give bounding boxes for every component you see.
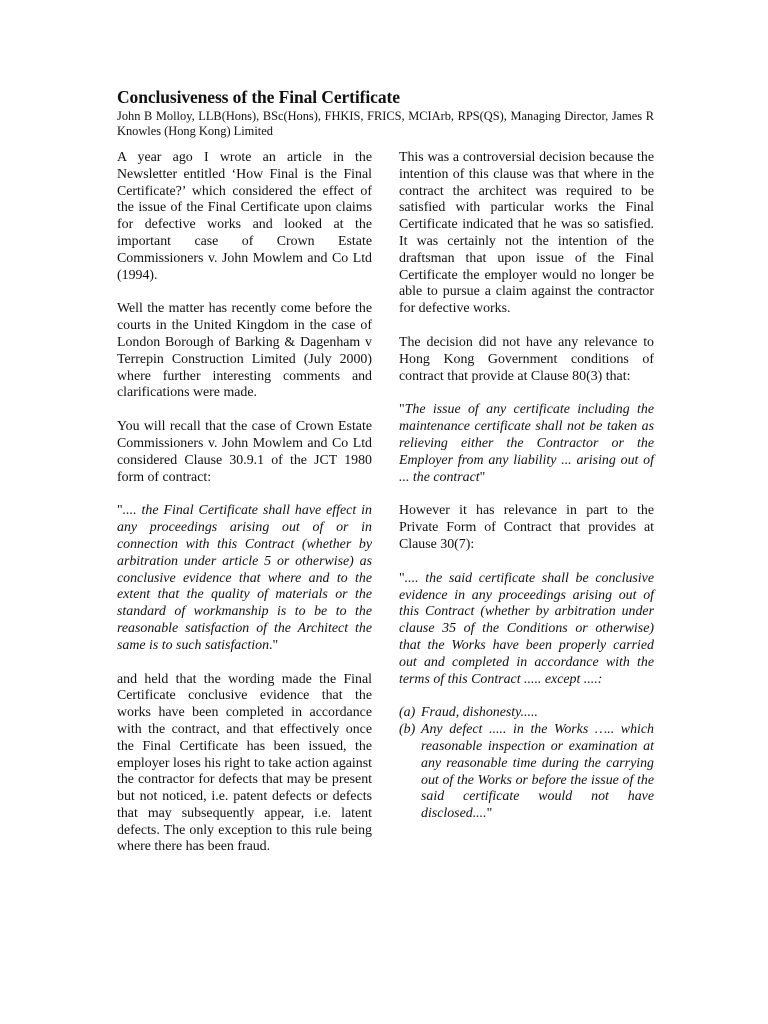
quote-mark: " [399, 570, 405, 586]
paragraph: A year ago I wrote an article in the Newsletter entitled ‘How Final is the Final Certificate?’ which considered the effect of the issue of the Final Certificate upon claims for defective works and looked at the important case of Crown Estate Commissioners v. John Mowlem and Co Ltd (1994). [117, 150, 372, 283]
list-item [399, 722, 654, 823]
jct-clause-quote [117, 503, 372, 654]
item-label: (a) [399, 705, 416, 721]
item-label: (b) [399, 722, 416, 738]
author-byline: John B Molloy, LLB(Hons), BSc(Hons), FHKIS, FRICS, MCIArb, RPS(QS), Managing Director, James R Knowles (Hong Kong) Limited [117, 109, 654, 138]
private-form-quote [399, 571, 654, 689]
item-text: Any defect ..... in the Works ….. which reasonable inspection or examination at any reasonable time during the carrying out of the Works or before the issue of the said certificate would not have disclosed.... [421, 722, 654, 822]
quote-text: .... the said certificate shall be conclusive evidence in any proceedings arising out of this Contract (whether by arbitration under clause 35 of the Conditions or otherwise) that the Works have been properly carried out and completed in accordance with the terms of this Contract ..... except ....: [399, 570, 654, 687]
list-item [399, 705, 654, 722]
paragraph: However it has relevance in part to the Private Form of Contract that provides at Clause 30(7): [399, 503, 654, 552]
quote-mark: " [486, 806, 493, 822]
exception-list [399, 705, 654, 823]
quote-text: .... the Final Certificate shall have effect in any proceedings arising out of or in connection with this Contract (whether by arbitration under article 5 or otherwise) as conclusive evidence that where and to the extent that the quality of materials or the standard of workmanship is to be to the reasonable satisfaction of the Architect the same is to such satisfaction [117, 503, 372, 653]
quote-mark: " [479, 469, 486, 485]
hk-clause-quote [399, 402, 654, 486]
paragraph: Well the matter has recently come before the courts in the United Kingdom in the case of London Borough of Barking & Dagenham v Terrepin Construction Limited (July 2000) where further interesting comments and clarifications were made. [117, 301, 372, 401]
left-column [117, 150, 372, 873]
paragraph: and held that the wording made the Final Certificate conclusive evidence that the works have been completed in accordance with the contract, and that effectively once the Final Certificate has been issued, the employer loses his right to take action against the contractor for defects that may be present but not noticed, i.e. patent defects or defects that may subsequently appear, i.e. latent defects. The only exception to this rule being where there has been fraud. [117, 671, 372, 855]
quote-mark: " [399, 402, 405, 418]
article-title: Conclusiveness of the Final Certificate [117, 87, 400, 107]
quote-mark: ." [269, 637, 279, 653]
quote-mark: " [117, 503, 123, 519]
right-column [399, 150, 654, 823]
quote-text: The issue of any certificate including the maintenance certificate shall not be taken as relieving either the Contractor or the Employer from any liability ... arising out of ... the contract [399, 402, 654, 485]
paragraph: You will recall that the case of Crown Estate Commissioners v. John Mowlem and Co Ltd considered Clause 30.9.1 of the JCT 1980 form of contract: [117, 419, 372, 485]
paragraph: This was a controversial decision because the intention of this clause was that where in the contract the architect was required to be satisfied with particular works the Final Certificate indicated that he was so satisfied. It was certainly not the intention of the draftsman that upon issue of the Final Certificate the employer would no longer be able to pursue a claim against the contractor for defective works. [399, 150, 654, 317]
item-text: Fraud, dishonesty..... [421, 705, 538, 721]
article [117, 86, 654, 855]
paragraph: The decision did not have any relevance to Hong Kong Government conditions of contract that provide at Clause 80(3) that: [399, 334, 654, 384]
